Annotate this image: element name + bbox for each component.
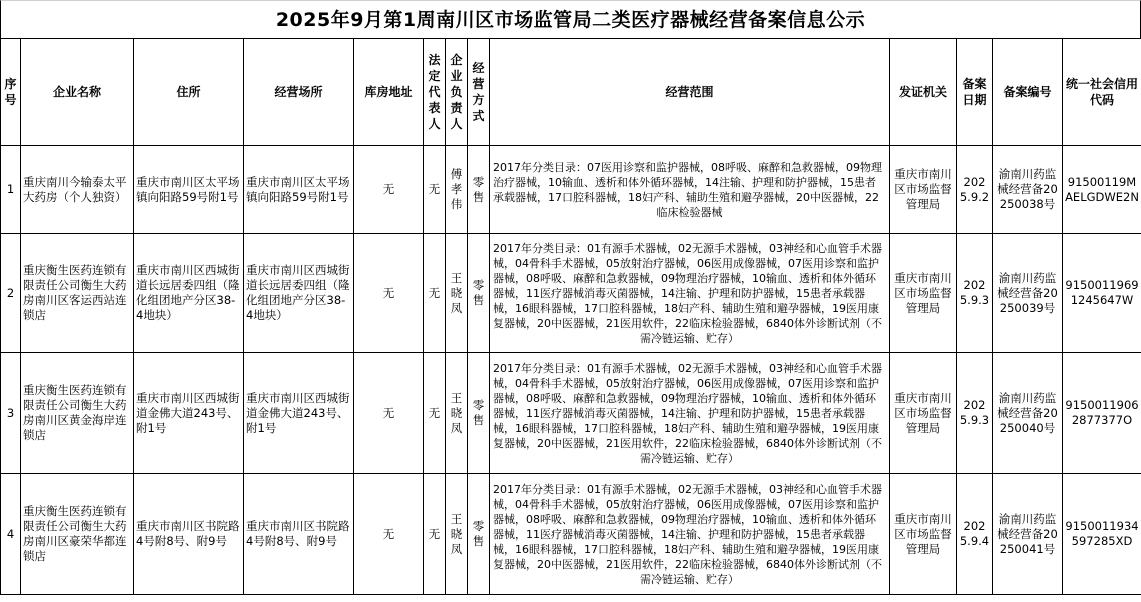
cell-scope: 2017年分类目录：01有源手术器械，02无源手术器械，03神经和心血管手术器械，04骨科手术器械，05放射治疗器械，06医用成像器械，07医用诊察和监护器械，08呼吸、麻醉和急救器械，09物理治疗器械，10输血、透析和体外循环器械，11医疗器械消毒灭菌器械，14注输、护理和防护器械，15患者承载器械，16眼科器械，17口腔科器械，18妇产科、辅助生殖和避孕器械，19医用康复器械，20中医器械，21医用软件，22临床检验器械，6840体外诊断试剂（不需冷链运输、贮存） [490,353,890,474]
cell-record-no: 渝南川药监械经营备20250041号 [993,474,1063,595]
cell-company: 重庆衡生医药连锁有限责任公司衡生大药房南川区客运西站连锁店 [21,234,134,353]
cell-warehouse: 无 [354,146,424,234]
cell-seq: 2 [1,234,21,353]
cell-credit-code: 91500119MAELGDWE2N [1063,146,1141,234]
header-principal: 企业负责人 [446,39,468,146]
cell-residence: 重庆市南川区西城街道金佛大道243号、附1号 [134,353,244,474]
cell-principal: 王晓凤 [446,353,468,474]
cell-residence: 重庆市南川区西城街道长远居委四组（隆化组团地产分区38-4地块） [134,234,244,353]
cell-authority: 重庆市南川区市场监督管理局 [890,353,957,474]
cell-residence: 重庆市南川区太平场镇向阳路59号附1号 [134,146,244,234]
cell-business-site: 重庆市南川区西城街道金佛大道243号、附1号 [244,353,354,474]
table-row [1,146,1141,234]
cell-credit-code: 9150011934597285XD [1063,474,1141,595]
cell-credit-code: 91500119062877377O [1063,353,1141,474]
cell-scope: 2017年分类目录：07医用诊察和监护器械，08呼吸、麻醉和急救器械，09物理治疗器械，10输血、透析和体外循环器械，14注输、护理和防护器械，15患者承载器械，17口腔科器械，18妇产科、辅助生殖和避孕器械，20中医器械，22临床检验器械 [490,146,890,234]
cell-legal-rep: 无 [424,353,446,474]
cell-scope: 2017年分类目录：01有源手术器械，02无源手术器械，03神经和心血管手术器械，04骨科手术器械，05放射治疗器械，06医用成像器械，07医用诊察和监护器械，08呼吸、麻醉和急救器械，09物理治疗器械，10输血、透析和体外循环器械，11医疗器械消毒灭菌器械，14注输、护理和防护器械，15患者承载器械，16眼科器械，17口腔科器械，18妇产科、辅助生殖和避孕器械，19医用康复器械，20中医器械，21医用软件，22临床检验器械，6840体外诊断试剂（不需冷链运输、贮存） [490,234,890,353]
table-row [1,353,1141,474]
cell-legal-rep: 无 [424,234,446,353]
header-credit-code: 统一社会信用代码 [1063,39,1141,146]
cell-legal-rep: 无 [424,146,446,234]
cell-company: 重庆南川今输泰太平大药房（个人独资） [21,146,134,234]
header-residence: 住所 [134,39,244,146]
cell-mode: 零售 [468,146,490,234]
cell-seq: 3 [1,353,21,474]
table-row [1,234,1141,353]
cell-mode: 零售 [468,353,490,474]
cell-authority: 重庆市南川区市场监督管理局 [890,474,957,595]
cell-authority: 重庆市南川区市场监督管理局 [890,234,957,353]
cell-business-site: 重庆市南川区书院路4号附8号、附9号 [244,474,354,595]
cell-record-date: 2025.9.3 [957,234,993,353]
cell-company: 重庆衡生医药连锁有限责任公司衡生大药房南川区黄金海岸连锁店 [21,353,134,474]
header-business-site: 经营场所 [244,39,354,146]
page-title: 2025年9月第1周南川区市场监管局二类医疗器械经营备案信息公示 [0,0,1141,38]
cell-principal: 王晓凤 [446,474,468,595]
cell-seq: 4 [1,474,21,595]
cell-record-date: 2025.9.2 [957,146,993,234]
header-mode: 经营方式 [468,39,490,146]
cell-business-site: 重庆市南川区西城街道长远居委四组（隆化组团地产分区38-4地块） [244,234,354,353]
cell-record-no: 渝南川药监械经营备20250038号 [993,146,1063,234]
cell-record-date: 2025.9.4 [957,474,993,595]
header-company: 企业名称 [21,39,134,146]
cell-warehouse: 无 [354,474,424,595]
cell-principal: 王晓凤 [446,234,468,353]
records-table [0,38,1141,595]
header-record-date: 备案日期 [957,39,993,146]
cell-mode: 零售 [468,474,490,595]
cell-warehouse: 无 [354,353,424,474]
cell-mode: 零售 [468,234,490,353]
cell-legal-rep: 无 [424,474,446,595]
cell-seq: 1 [1,146,21,234]
cell-credit-code: 91500119691245647W [1063,234,1141,353]
cell-authority: 重庆市南川区市场监督管理局 [890,146,957,234]
header-legal-rep: 法定代表人 [424,39,446,146]
header-record-no: 备案编号 [993,39,1063,146]
header-authority: 发证机关 [890,39,957,146]
header-row [1,39,1141,146]
cell-warehouse: 无 [354,234,424,353]
header-warehouse: 库房地址 [354,39,424,146]
cell-principal: 傅孝伟 [446,146,468,234]
cell-business-site: 重庆市南川区太平场镇向阳路59号附1号 [244,146,354,234]
cell-company: 重庆衡生医药连锁有限责任公司衡生大药房南川区豪荣华都连锁店 [21,474,134,595]
header-scope: 经营范围 [490,39,890,146]
header-seq: 序号 [1,39,21,146]
cell-record-no: 渝南川药监械经营备20250040号 [993,353,1063,474]
table-row [1,474,1141,595]
cell-scope: 2017年分类目录：01有源手术器械，02无源手术器械，03神经和心血管手术器械，04骨科手术器械，05放射治疗器械，06医用成像器械，07医用诊察和监护器械，08呼吸、麻醉和急救器械，09物理治疗器械，10输血、透析和体外循环器械，11医疗器械消毒灭菌器械，14注输、护理和防护器械，15患者承载器械，16眼科器械，17口腔科器械，18妇产科、辅助生殖和避孕器械，19医用康复器械，20中医器械，21医用软件，22临床检验器械，6840体外诊断试剂（不需冷链运输、贮存） [490,474,890,595]
cell-residence: 重庆市南川区书院路4号附8号、附9号 [134,474,244,595]
cell-record-date: 2025.9.3 [957,353,993,474]
cell-record-no: 渝南川药监械经营备20250039号 [993,234,1063,353]
